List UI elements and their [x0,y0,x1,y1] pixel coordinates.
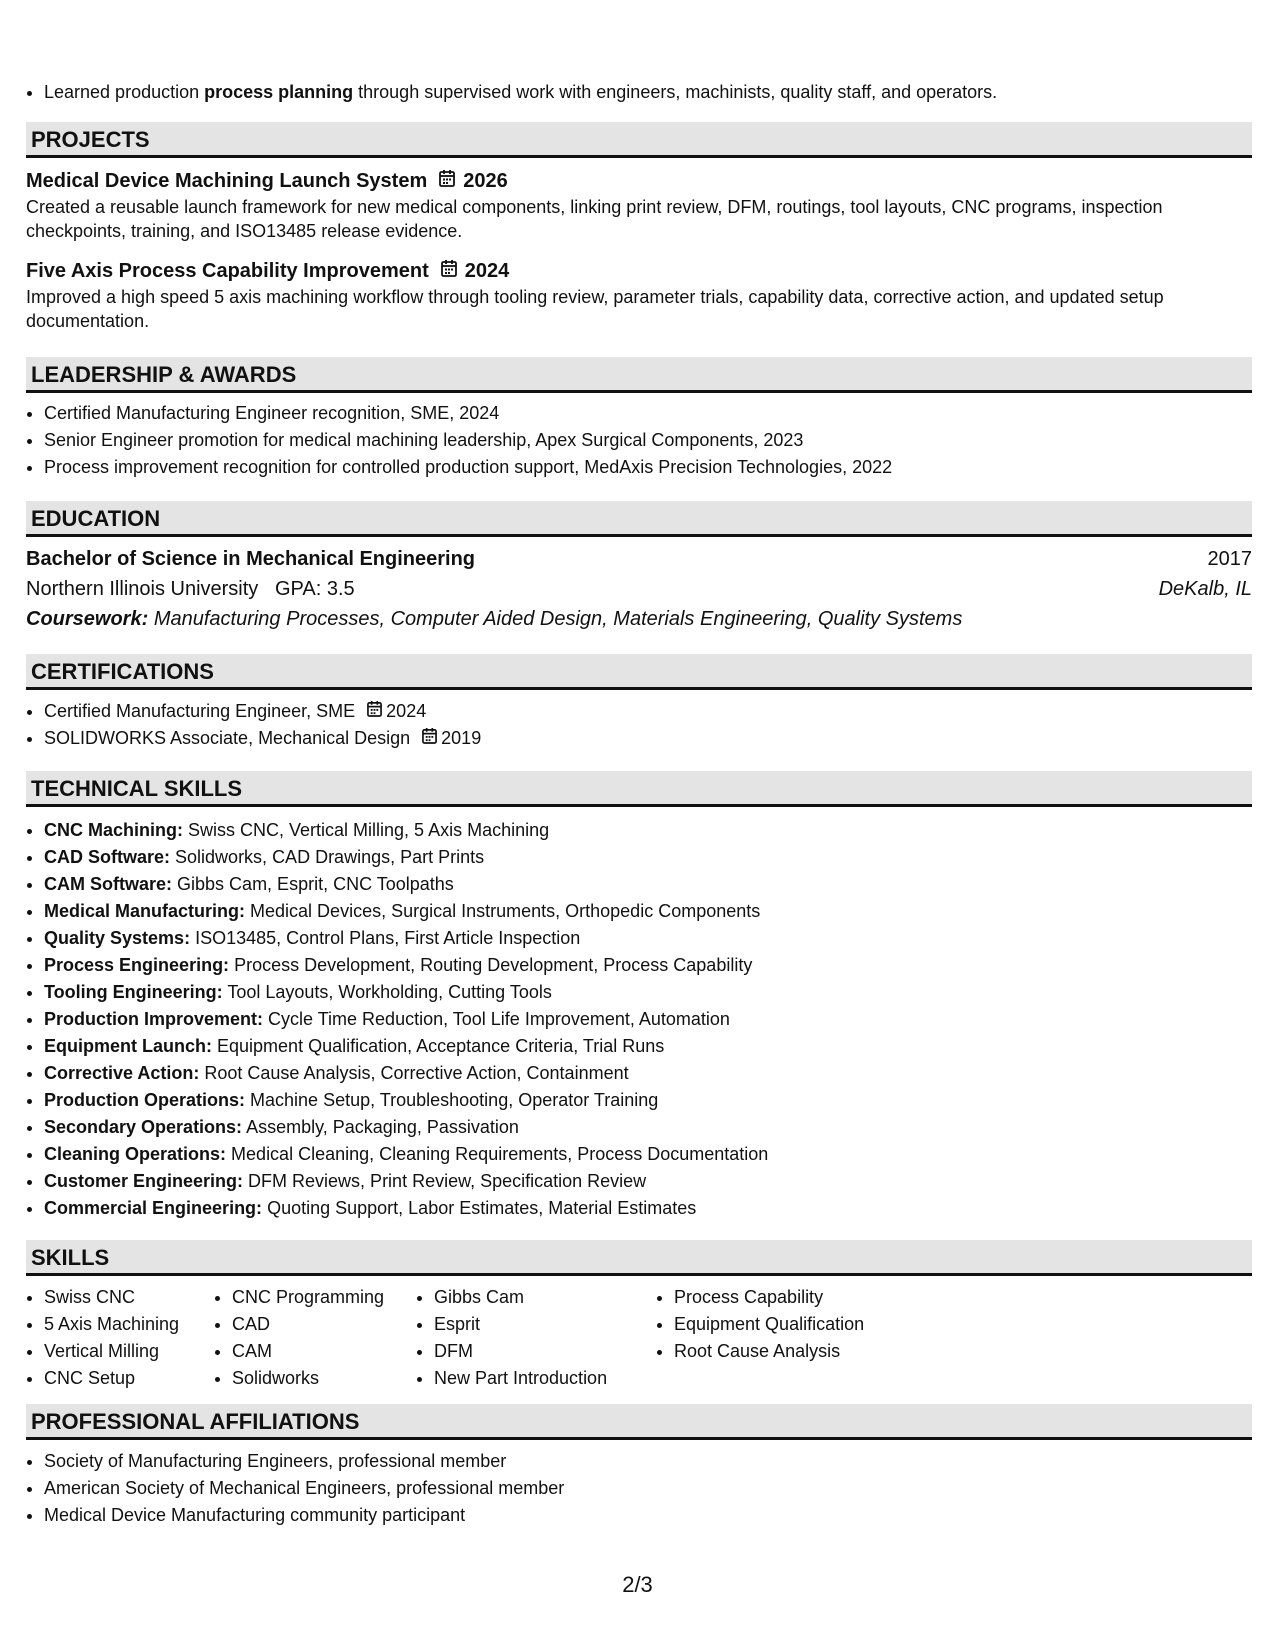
section-heading-skills: SKILLS [26,1240,1252,1276]
calendar-icon [367,698,382,725]
list-item: • Esprit [434,1311,656,1338]
skills-column [26,1284,214,1392]
list-item: • Customer Engineering: DFM Reviews, Print Review, Specification Review [44,1168,1252,1195]
experience-bullet-list [26,79,997,106]
list-item: • Corrective Action: Root Cause Analysis, Corrective Action, Containment [44,1060,1252,1087]
list-item: • Process Engineering: Process Development, Routing Development, Process Capability [44,952,1252,979]
degree: Bachelor of Science in Mechanical Engineering [26,548,476,570]
gpa: GPA: 3.5 [274,578,355,600]
list-item: • New Part Introduction [434,1365,656,1392]
list-item: • CNC Setup [44,1365,214,1392]
certifications-list [26,698,1252,752]
list-item: • Quality Systems: ISO13485, Control Plans, First Article Inspection [44,925,1252,952]
list-item: • Equipment Launch: Equipment Qualification, Acceptance Criteria, Trial Runs [44,1033,1252,1060]
project-year: 2024 [464,260,510,282]
list-item: • CNC Programming [232,1284,416,1311]
project-description: Created a reusable launch framework for new medical components, linking print review, DFM, routings, tool layouts, CNC programs, inspection checkpoints, training, and ISO13485 release evidence. [26,197,1163,241]
list-item: • Production Improvement: Cycle Time Reduction, Tool Life Improvement, Automation [44,1006,1252,1033]
list-item: • American Society of Mechanical Engineers, professional member [44,1475,1252,1502]
section-heading-leadership: LEADERSHIP & AWARDS [26,357,1252,393]
certification-name: • SOLIDWORKS Associate, Mechanical Design [44,728,411,748]
certification-year: 2019 [441,728,482,748]
calendar-icon [422,725,437,752]
calendar-icon [439,167,455,195]
list-item: • Society of Manufacturing Engineers, professional member [44,1448,1252,1475]
leadership-list [26,400,1252,481]
project-title: Five Axis Process Capability Improvement [26,260,429,282]
project-description: Improved a high speed 5 axis machining workflow through tooling review, parameter trials, capability data, corrective action, and updated setup documentation. [26,287,1164,331]
project-year: 2026 [463,170,508,192]
section-heading-certifications: CERTIFICATIONS [26,654,1252,690]
list-item: • Solidworks [232,1365,416,1392]
page-number: 2/3 [622,1572,653,1597]
list-item: • CAD Software: Solidworks, CAD Drawings, Part Prints [44,844,1252,871]
list-item: • Equipment Qualification [674,1311,934,1338]
list-item: • Learned production process planning through supervised work with engineers, machinists, quality staff, and operators. [44,79,997,106]
list-item [44,698,1252,725]
skills-column [656,1284,934,1392]
list-item: • Senior Engineer promotion for medical machining leadership, Apex Surgical Components, 2023 [44,427,1252,454]
list-item: • Production Operations: Machine Setup, Troubleshooting, Operator Training [44,1087,1252,1114]
list-item: • Medical Manufacturing: Medical Devices, Surgical Instruments, Orthopedic Components [44,898,1252,925]
list-item: • Vertical Milling [44,1338,214,1365]
list-item: • Root Cause Analysis [674,1338,934,1365]
list-item [44,725,1252,752]
section-heading-affiliations: PROFESSIONAL AFFILIATIONS [26,1404,1252,1440]
technical-skills-list [26,817,1252,1222]
section-heading-technical-skills: TECHNICAL SKILLS [26,771,1252,807]
project-item [26,167,1252,243]
list-item: • 5 Axis Machining [44,1311,214,1338]
list-item: • CNC Machining: Swiss CNC, Vertical Milling, 5 Axis Machining [44,817,1252,844]
list-item: • Medical Device Manufacturing community participant [44,1502,1252,1529]
list-item: • Tooling Engineering: Tool Layouts, Workholding, Cutting Tools [44,979,1252,1006]
list-item: • Gibbs Cam [434,1284,656,1311]
education-entry [26,544,1252,634]
list-item: • Commercial Engineering: Quoting Support, Labor Estimates, Material Estimates [44,1195,1252,1222]
calendar-icon [441,257,457,285]
list-item: • CAM [232,1338,416,1365]
list-item: • CAD [232,1311,416,1338]
skills-column [214,1284,416,1392]
school-location: DeKalb, IL [1158,578,1252,600]
section-heading-education: EDUCATION [26,501,1252,537]
certification-year: 2024 [386,701,427,721]
list-item: • Process improvement recognition for controlled production support, MedAxis Precision Technologies, 2022 [44,454,1252,481]
list-item: • Certified Manufacturing Engineer recognition, SME, 2024 [44,400,1252,427]
certification-name: • Certified Manufacturing Engineer, SME [44,701,356,721]
list-item: • Cleaning Operations: Medical Cleaning, Cleaning Requirements, Process Documentation [44,1141,1252,1168]
skills-column [416,1284,656,1392]
school-name: Northern Illinois University [26,578,259,600]
section-heading-projects: PROJECTS [26,122,1252,158]
list-item: • Process Capability [674,1284,934,1311]
list-item: • DFM [434,1338,656,1365]
projects-list [26,167,1252,347]
list-item: • Secondary Operations: Assembly, Packaging, Passivation [44,1114,1252,1141]
list-item: • Swiss CNC [44,1284,214,1311]
graduation-year: 2017 [1207,548,1252,570]
affiliations-list [26,1448,1252,1529]
skills-grid [26,1284,1252,1392]
list-item: • CAM Software: Gibbs Cam, Esprit, CNC Toolpaths [44,871,1252,898]
project-title: Medical Device Machining Launch System [26,170,428,192]
project-item [26,257,1252,333]
coursework: Coursework: Manufacturing Processes, Computer Aided Design, Materials Engineering, Quality Systems [26,608,963,630]
